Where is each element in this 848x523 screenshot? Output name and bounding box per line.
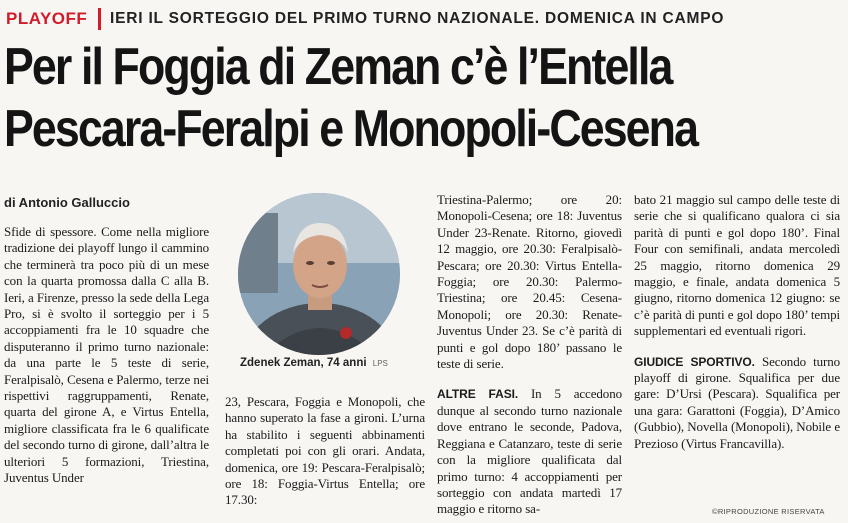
byline: di Antonio Galluccio bbox=[4, 195, 130, 210]
column-4-paragraph-2 bbox=[634, 354, 840, 452]
headline-line-1: Per il Foggia di Zeman c’è l’Entella bbox=[4, 38, 672, 96]
column-3-paragraph-2 bbox=[437, 386, 622, 517]
subhead-altre-fasi: ALTRE FASI. bbox=[437, 387, 519, 402]
kicker-bar bbox=[6, 6, 842, 32]
column-4-paragraph-2-text: Secondo turno playoff di girone. Squalifica per due gare: D’Ursi (Pescara). Squalifica per una gara: Garattoni (Foggia), D’Amico (Gubbio), Novella (Monopoli), Nobile e Prezioso (Virtus Francavilla). bbox=[634, 353, 841, 451]
column-4-paragraph-1: bato 21 maggio sul campo delle teste di serie che si qualificano qualora ci sia parità di punti e gol dopo 180’. Final Four con semifinali, andata mercoledì 25 maggio, ritorno domenica 29 maggio, e finale, andata domenica 5 giugno, ritorno domenica 12 giugno: se c’è parità di punti e gol dopo 180’ tempi supplementari ed eventuali rigori. bbox=[634, 192, 840, 339]
kicker-divider bbox=[98, 8, 101, 30]
portrait-illustration bbox=[238, 193, 400, 355]
article-column-3 bbox=[437, 192, 622, 518]
column-3-paragraph-2-text: In 5 accedono dunque al secondo turno nazionale dove entrano le seconde, Padova, Reggiana e Catanzaro, teste di serie con la migliore qualificata dal primo turno: 4 accoppiamenti per sorteggio con andata martedì 17 maggio e ritorno sa- bbox=[437, 386, 622, 517]
headline-line-2: Pescara-Feralpi e Monopoli-Cesena bbox=[4, 100, 698, 158]
copyright-notice: ©RIPRODUZIONE RISERVATA bbox=[712, 507, 825, 516]
photo-caption bbox=[240, 357, 388, 369]
column-3-paragraph-1: Triestina-Palermo; ore 20: Monopoli-Cesena; ore 18: Juventus Under 23-Renate. Ritorno, giovedì 12 maggio, ore 20.30: Feralpisalò-Pescara; ore 20.30: Virtus Entella-Foggia; ore 20.30: Palermo-Triestina; ore 20.45: Cesena-Monopoli; ore 20.30: Renate-Juventus Under 23. Se c’è parità di punti e gol dopo 180’ passano le teste di serie. bbox=[437, 192, 622, 372]
article-column-2 bbox=[225, 394, 425, 509]
column-1-text: Sfide di spessore. Come nella migliore tradizione dei playoff lungo il cammino che terminerà tra poco più di un mese con la quarta promossa dalla C alla B. Ieri, a Firenze, presso la sede della Lega Pro, si è svolto il sorteggio per i 5 accoppiamenti fra le 10 squadre che disputeranno il primo turno nazionale: da una parte le 5 teste di serie, Feralpisalò, Cesena e Palermo, terze nei rispettivi raggruppamenti, Renate, quarta del girone A, e Virtus Entella, migliore classificata fra le 6 qualificate del secondo turno di girone, dall’altra le ulteriori 5 formazioni, Triestina, Juventus Under bbox=[4, 224, 209, 486]
section-label: PLAYOFF bbox=[6, 9, 88, 28]
article-column-4 bbox=[634, 192, 840, 452]
portrait-photo bbox=[238, 193, 400, 355]
headline bbox=[4, 36, 726, 160]
caption-name: Zdenek Zeman, 74 anni bbox=[240, 357, 367, 369]
subhead-giudice-sportivo: GIUDICE SPORTIVO. bbox=[634, 354, 755, 369]
article-column-1 bbox=[4, 224, 209, 487]
kicker-text: IERI IL SORTEGGIO DEL PRIMO TURNO NAZIONALE. DOMENICA IN CAMPO bbox=[110, 10, 725, 27]
column-2-text: 23, Pescara, Foggia e Monopoli, che hanno superato la fase a gironi. L’urna ha stabilito i seguenti abbinamenti completati poi con gli orari. Andata, domenica, ore 19: Pescara-Feralpisalò; ore 18: Foggia-Virtus Entella; ore 17.30: bbox=[225, 394, 425, 508]
caption-credit: LPS bbox=[372, 359, 388, 368]
